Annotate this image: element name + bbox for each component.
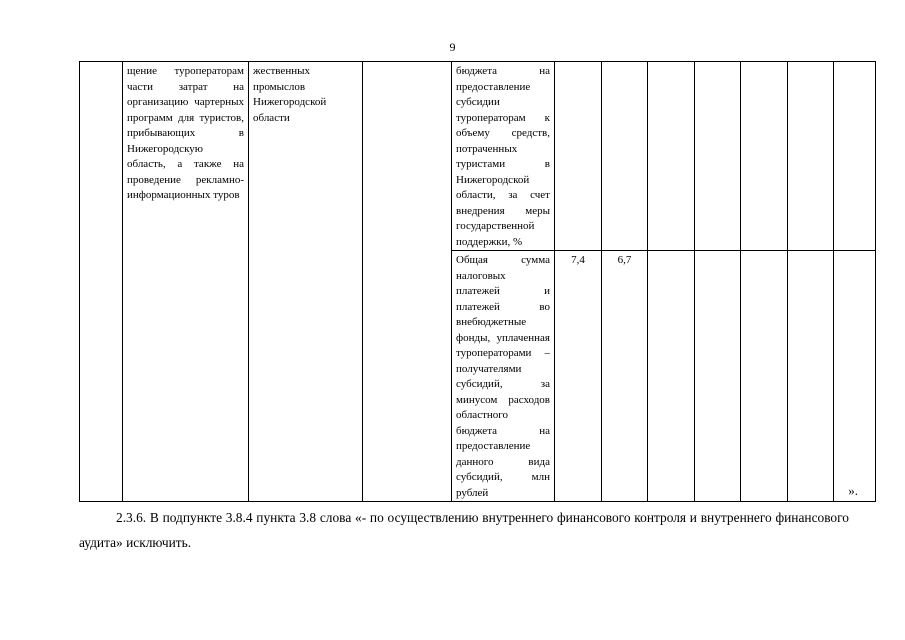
- value-cell: [741, 251, 788, 502]
- table-cell-program: [249, 62, 363, 502]
- measure-text: щение туроператорам части затрат на организацию чартерных программ для туристов, прибывающих в Нижегородскую область, а также на проведение рекламно-информационных туров: [127, 65, 244, 201]
- value-cell: [741, 62, 788, 251]
- table-cell-measure: [123, 62, 249, 502]
- value-cell: [834, 62, 876, 251]
- table-cell-indicator: [452, 251, 555, 502]
- value-cell: [788, 251, 834, 502]
- value-cell: 6,7: [602, 251, 648, 502]
- table-cell-indicator: [452, 62, 555, 251]
- indicators-table: [79, 61, 876, 502]
- page-number: 9: [449, 40, 456, 54]
- table-row: [80, 62, 876, 251]
- value-cell: [648, 62, 695, 251]
- table-cell-number: [80, 62, 123, 502]
- value-cell: [834, 251, 876, 502]
- value-cell: [602, 62, 648, 251]
- value-cell: 7,4: [555, 251, 602, 502]
- table-cell-empty: [363, 62, 452, 502]
- value-cell: [695, 251, 741, 502]
- closing-quote: ».: [848, 483, 858, 498]
- indicator-text-1: бюджета на предоставление субсидии туроператорам к объему средств, потраченных туристами в Нижегородской области, за счет внедрения меры государственной поддержки, %: [456, 65, 550, 248]
- value-cell: [788, 62, 834, 251]
- value-cell: [648, 251, 695, 502]
- indicator-text-2: Общая сумма налоговых платежей и платежей во внебюджетные фонды, уплаченная туроператорами – получателями субсидий, за минусом расходов областного бюджета на предоставление данного вида субсидий, млн рублей: [456, 254, 550, 499]
- value-cell: [555, 62, 602, 251]
- program-text: жественных промыслов Нижегородской области: [253, 65, 327, 124]
- value-cell: [695, 62, 741, 251]
- amendment-paragraph: 2.3.6. В подпункте 3.8.4 пункта 3.8 слова «- по осуществлению внутреннего финансового контроля и внутреннего финансового аудита» исключить.: [79, 510, 849, 550]
